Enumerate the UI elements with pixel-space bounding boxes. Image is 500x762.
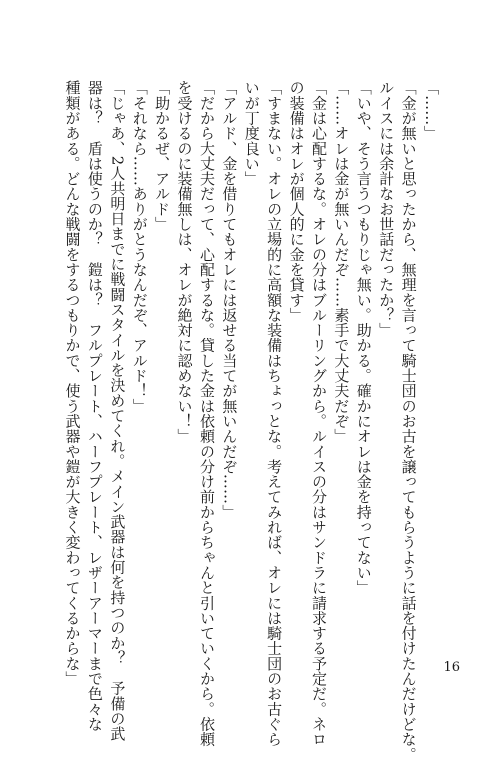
text-line: の装備はオレが個人的に金を貸す」 xyxy=(287,80,306,323)
text-line: ルイスには余計なお世話だったか？」 xyxy=(377,80,396,338)
text-line: 「だから大丈夫だって、心配するな。貸した金は依頼の分け前からちゃんと引いていくから。依頼 xyxy=(197,80,216,747)
text-line: 「じゃあ、2人共明日までに戦闘スタイルを決めてくれ。メイン武器は何を持つのか？ 予備の武 xyxy=(108,80,127,742)
text-line: 「それなら……ありがとうなんだぞ、アルド！」 xyxy=(130,80,149,414)
page-number: 16 xyxy=(443,660,460,675)
text-line: いが丁度良い」 xyxy=(242,80,261,187)
vertical-text-body xyxy=(61,80,442,762)
text-line: 「金が無いと思ったから、無理を言って騎士団のお古を譲ってもらうように話を付けたんだけどな。 xyxy=(399,80,418,762)
text-line: 「アルド、金を借りてもオレには返せる当てが無いんだぞ……」 xyxy=(220,80,239,520)
text-line: 「……」 xyxy=(422,80,440,141)
text-line: 「……オレは金が無いんだぞ……素手で大丈夫だぞ」 xyxy=(332,80,351,444)
text-line: 種類がある。どんな戦闘をするつもりかで、使う武器や鎧が大きく変わってくるからな」 xyxy=(63,80,82,686)
text-line: を受けるのに装備無しは、オレが絶対に認めない！」 xyxy=(175,80,194,444)
text-line: 「いや、そう言うつもりじゃ無い。助かる。確かにオレは金を持ってない」 xyxy=(354,80,373,596)
text-line: 「金は心配するな。オレの分はブルーリングから。ルイスの分はサンドラに請求する予定だ。ネロ xyxy=(309,80,328,747)
text-line: 「すまない。オレの立場的に高額な装備はちょっとな。考えてみれば、オレには騎士団のお古ぐら xyxy=(265,80,284,747)
text-line: 「助かるぜ、アルド」 xyxy=(153,80,172,232)
text-line: 器は？ 盾は使うのか？ 鎧は？ フルプレート、ハーフプレート、レザーアーマーまで色々な xyxy=(85,80,104,732)
